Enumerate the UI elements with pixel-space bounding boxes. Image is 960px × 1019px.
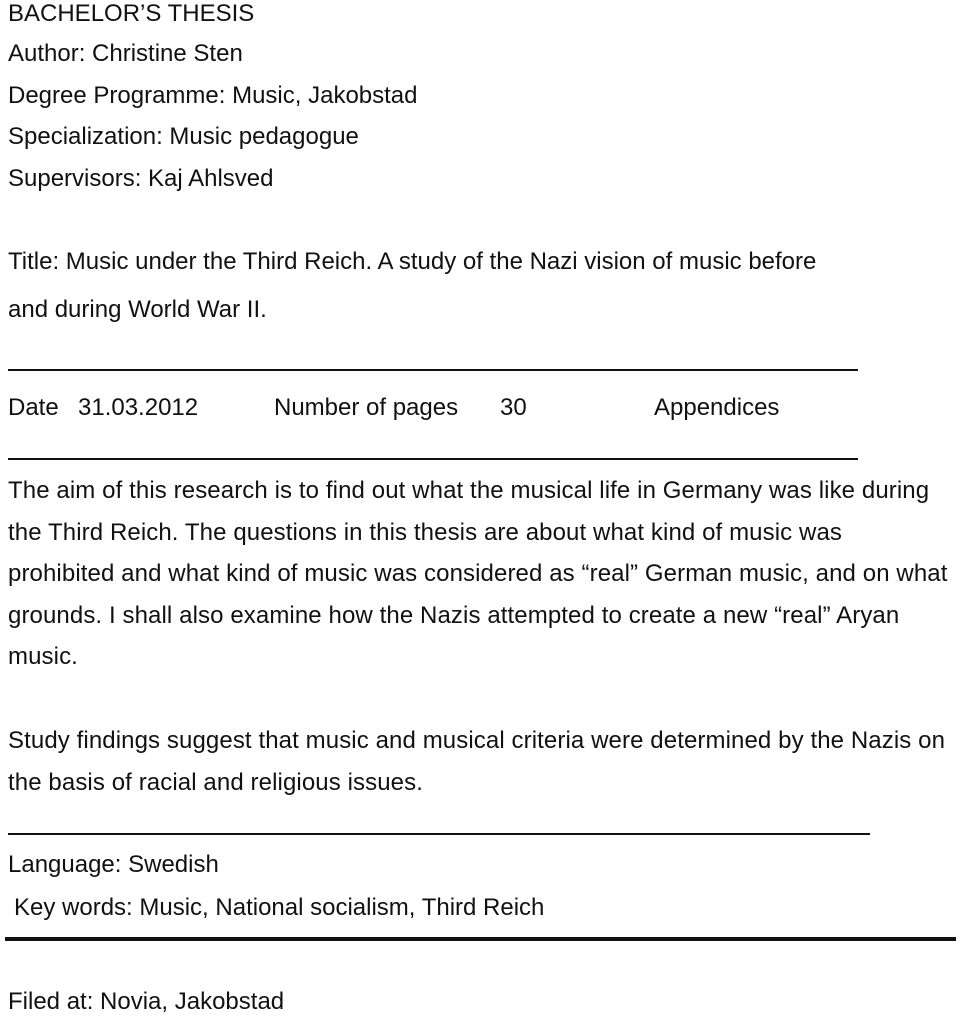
abstract-paragraph-aim: The aim of this research is to find out what the musical life in Germany was like during the Third Reich. The questions in this thesis are about what kind of music was prohibited and what kind of music was considered as “real” German music, and on what grounds. I shall also examine how the Nazis attempted to create a new “real” Aryan music. <box>8 477 948 670</box>
filed-at-line: Filed at: Novia, Jakobstad <box>8 988 285 1015</box>
date-label: Date <box>8 394 59 421</box>
abstract-paragraph-findings: Study findings suggest that music and musical criteria were determined by the Nazis on the basis of racial and religious issues. <box>8 727 946 796</box>
pages-value: 30 <box>500 394 527 421</box>
document-heading: BACHELOR’S THESIS <box>8 0 255 27</box>
metadata-row <box>8 394 908 422</box>
thesis-title-line-1: Title: Music under the Third Reich. A study of the Nazi vision of music before <box>8 248 817 275</box>
divider-rule-thick <box>5 937 956 941</box>
degree-programme-line: Degree Programme: Music, Jakobstad <box>8 82 418 109</box>
divider-rule <box>8 833 870 835</box>
supervisors-line: Supervisors: Kaj Ahlsved <box>8 165 274 192</box>
pages-label: Number of pages <box>274 394 459 421</box>
author-line: Author: Christine Sten <box>8 40 243 67</box>
keywords-line: Key words: Music, National socialism, Third Reich <box>14 894 545 921</box>
divider-rule <box>8 458 858 460</box>
language-line: Language: Swedish <box>8 851 219 878</box>
specialization-line: Specialization: Music pedagogue <box>8 123 359 150</box>
thesis-title-line-2: and during World War II. <box>8 296 267 323</box>
date-value: 31.03.2012 <box>78 394 199 421</box>
divider-rule <box>8 369 858 371</box>
appendices-label: Appendices <box>654 394 780 421</box>
